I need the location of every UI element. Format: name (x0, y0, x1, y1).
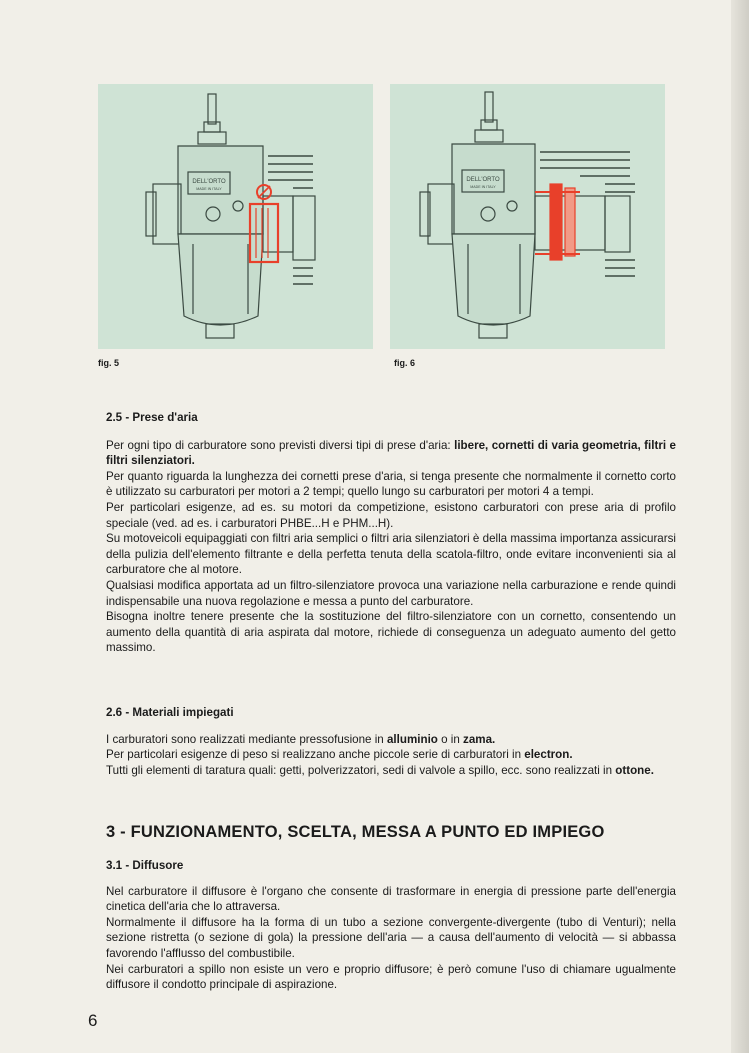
section-2-6-p2-text: Per particolari esigenze di peso si realizzano anche piccole serie di carburatori in (106, 748, 525, 762)
fig6-brand-sublabel: MADE IN ITALY (470, 185, 496, 189)
section-2-6-p2-bold: electron. (524, 748, 573, 762)
section-2-5-paragraph-3: Per particolari esigenze, ad es. su motori da competizione, esistono carburatori con prese aria di profilo speciale (ved. ad es. i carburatori PHBE...H e PHM...H). (106, 500, 676, 530)
section-3-1-paragraph-3: Nei carburatori a spillo non esiste un vero e proprio diffusore; è però comune l'uso di chiamare ugualmente diffusore il condotto principale di aspirazione. (106, 962, 676, 992)
section-2-6-paragraph-3 (106, 763, 676, 779)
section-2-6-heading: 2.6 - Materiali impiegati (106, 706, 234, 719)
section-3-1-paragraph-2: Normalmente il diffusore ha la forma di un tubo a sezione convergente-divergente (tubo di Venturi); nella sezione ristretta (o sezione di gola) la pressione dell'aria — a causa dell'aumento di velocità — si abbassa favorendo l'afflusso del combustibile. (106, 915, 676, 960)
section-2-5-paragraph-1 (106, 438, 676, 469)
section-2-6-p3-text: Tutti gli elementi di taratura quali: getti, polverizzatori, sedi di valvole a spillo, ecc. sono realizzati in (106, 763, 616, 777)
section-2-6-p1-bold-b: zama. (463, 732, 496, 746)
fig5-brand-sublabel: MADE IN ITALY (196, 187, 222, 191)
section-2-5-p1-bold: libere, cornetti di varia geometria, filtri e filtri silenziatori. (106, 438, 676, 468)
section-2-5-paragraph-5: Qualsiasi modifica apportata ad un filtro-silenziatore provoca una variazione nella carburazione e rende quindi indispensabile una nuova regolazione e messa a punto del carburatore. (106, 578, 676, 608)
fig6-brand-label: DELL'ORTO (466, 177, 500, 183)
section-3-1-heading: 3.1 - Diffusore (106, 859, 184, 872)
section-3-1 (106, 858, 676, 993)
section-2-5-paragraph-4: Su motoveicoli equipaggiati con filtri aria semplici o filtri aria silenziatori è della massima importanza assicurarsi della pulizia dell'elemento filtrante e della perfetta tenuta della scatola-filtro, onde evitare inconvenienti sia al carburatore che al motore. (106, 532, 676, 577)
figure-5-caption: fig. 5 (98, 358, 120, 368)
section-2-6-p1-bold-a: alluminio (386, 732, 438, 746)
section-2-5-paragraph-2: Per quanto riguarda la lunghezza dei cornetti prese d'aria, si tenga presente che normalmente il cornetto corto è utilizzato su carburatori per motori a 2 tempi; quello lungo su carburatori per motori 4 a tempi. (106, 469, 676, 499)
figure-6-carburetor-illustration (390, 84, 665, 349)
section-2-6-p3-bold: ottone. (615, 763, 654, 777)
page-edge-shadow (731, 0, 749, 1053)
section-2-6 (106, 705, 676, 778)
section-3-1-paragraph-1: Nel carburatore il diffusore è l'organo che consente di trasformare in energia di pressione parte dell'energia cinetica dell'aria che lo attraversa. (106, 884, 676, 914)
section-2-6-p1-text-b: o in (437, 732, 464, 746)
section-2-6-paragraph-1 (106, 732, 676, 748)
page-number: 6 (88, 1011, 98, 1030)
figure-5-carburetor-illustration (98, 84, 373, 349)
chapter-3-heading: 3 - FUNZIONAMENTO, SCELTA, MESSA A PUNTO ED IMPIEGO (106, 823, 605, 841)
figure-6-caption: fig. 6 (394, 358, 416, 368)
section-2-5 (106, 410, 676, 656)
section-2-6-p1-text-a: I carburatori sono realizzati mediante pressofusione in (106, 732, 387, 746)
fig5-brand-label: DELL'ORTO (192, 179, 226, 185)
section-2-5-paragraph-6: Bisogna inoltre tenere presente che la sostituzione del filtro-silenziatore con un cornetto, consentendo un aumento della quantità di aria aspirata dal motore, richiede di conseguenza un adeguato aumento del getto massimo. (106, 610, 676, 655)
section-2-5-heading: 2.5 - Prese d'aria (106, 411, 198, 424)
section-2-6-paragraph-2 (106, 747, 676, 763)
section-2-5-p1-text: Per ogni tipo di carburatore sono previsti diversi tipi di prese d'aria: (106, 438, 455, 452)
